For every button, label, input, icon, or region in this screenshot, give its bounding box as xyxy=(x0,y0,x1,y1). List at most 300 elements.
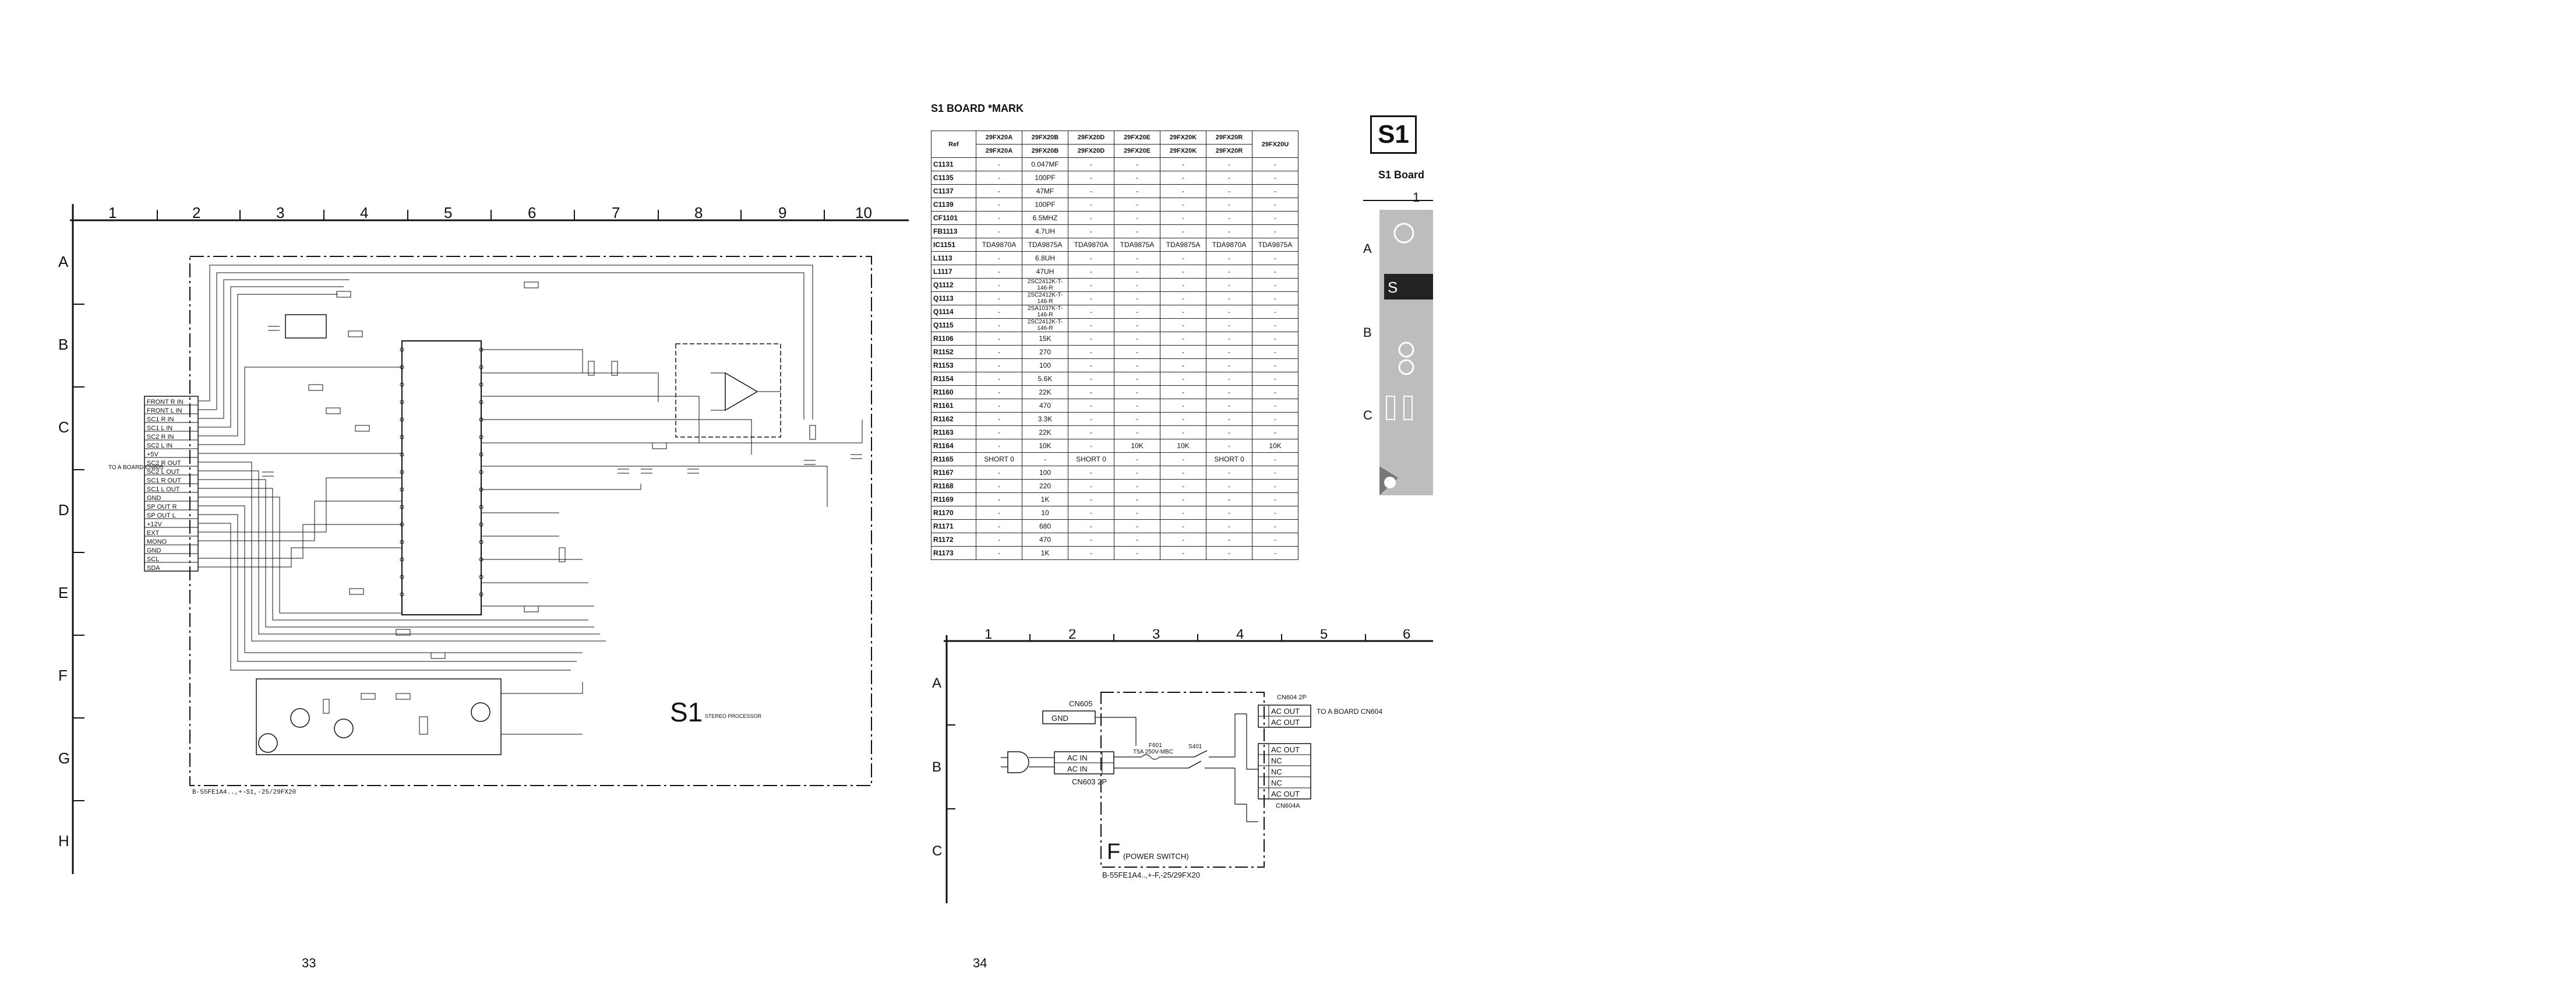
table-cell: - xyxy=(1114,480,1160,493)
connector-pin: +12V xyxy=(147,521,162,528)
table-row xyxy=(931,520,1298,533)
table-cell: - xyxy=(1206,386,1252,399)
table-cell: - xyxy=(976,520,1022,533)
row-label: A xyxy=(58,253,69,270)
connector-pin: GND xyxy=(147,547,161,554)
table-cell: - xyxy=(1160,506,1206,520)
table-cell-ref: R1172 xyxy=(931,533,976,547)
table-cell: - xyxy=(1160,453,1206,466)
table-header: 29FX20D xyxy=(1068,131,1114,145)
table-cell: - xyxy=(976,386,1022,399)
table-cell: - xyxy=(1160,158,1206,171)
table-header: 29FX20B xyxy=(1022,131,1068,145)
table-cell: - xyxy=(1114,346,1160,359)
table-cell: 2SC2412K-T-146-R xyxy=(1022,279,1068,292)
table-cell: - xyxy=(1068,480,1114,493)
table-cell: SHORT 0 xyxy=(1206,453,1252,466)
column-label: 1 xyxy=(108,204,117,221)
table-cell-ref: R1171 xyxy=(931,520,976,533)
table-cell: - xyxy=(1206,171,1252,185)
table-cell: - xyxy=(1160,426,1206,439)
table-cell: - xyxy=(1206,480,1252,493)
table-cell: - xyxy=(976,171,1022,185)
table-cell: - xyxy=(1068,198,1114,212)
table-cell: - xyxy=(1068,225,1114,238)
row-label: G xyxy=(58,749,70,767)
table-row xyxy=(931,399,1298,413)
table-row xyxy=(931,480,1298,493)
table-cell: SHORT 0 xyxy=(1068,453,1114,466)
table-cell: - xyxy=(1206,158,1252,171)
table-cell: - xyxy=(1114,265,1160,279)
table-cell: - xyxy=(1252,399,1298,413)
board-photo xyxy=(1363,192,1433,495)
table-cell: - xyxy=(976,292,1022,305)
column-label: 1 xyxy=(984,629,993,642)
table-cell: 5.6K xyxy=(1022,372,1068,386)
table-cell: - xyxy=(976,279,1022,292)
connector-pin: SP OUT L xyxy=(147,512,176,519)
table-cell: - xyxy=(1160,292,1206,305)
table-cell: 2SC2412K-T-146-R xyxy=(1022,292,1068,305)
connector-pin: SC1 L OUT xyxy=(147,486,180,493)
fuse-value: T5A 250V-MBC xyxy=(1133,749,1173,755)
table-cell-ref: L1113 xyxy=(931,252,976,265)
table-cell: - xyxy=(976,399,1022,413)
table-cell: - xyxy=(976,359,1022,372)
table-cell: - xyxy=(1252,506,1298,520)
table-cell: - xyxy=(1252,533,1298,547)
table-cell: 10K xyxy=(1252,439,1298,453)
table-cell-ref: R1106 xyxy=(931,332,976,346)
board-sublabel: STEREO PROCESSOR xyxy=(705,713,762,719)
f-board-sublabel: (POWER SWITCH) xyxy=(1123,852,1189,861)
table-cell-ref: R1167 xyxy=(931,466,976,480)
table-cell: - xyxy=(1252,279,1298,292)
table-cell: - xyxy=(1252,305,1298,319)
table-cell: - xyxy=(1114,252,1160,265)
table-cell: - xyxy=(1206,533,1252,547)
table-cell: - xyxy=(1160,466,1206,480)
table-cell: - xyxy=(1206,332,1252,346)
table-cell: 100 xyxy=(1022,359,1068,372)
table-cell: - xyxy=(1068,292,1114,305)
f-footer-code: B-55FE1A4..,+-F,-25/29FX20 xyxy=(1102,871,1201,879)
table-cell: - xyxy=(1114,171,1160,185)
table-cell: - xyxy=(1068,346,1114,359)
table-cell: TDA9870A xyxy=(1068,238,1114,252)
table-cell: - xyxy=(1206,399,1252,413)
table-cell: - xyxy=(1114,413,1160,426)
column-label: 6 xyxy=(528,204,537,221)
connector-pin: EXT xyxy=(147,530,160,537)
table-header: 29FX20K xyxy=(1160,145,1206,158)
table-cell: - xyxy=(1206,265,1252,279)
connector-pin: MONO xyxy=(147,538,167,545)
row-label: B xyxy=(58,336,69,353)
connector-pin: SC1 L IN xyxy=(147,425,173,432)
table-cell: - xyxy=(976,225,1022,238)
connector-title: TO A BOARD CN605 xyxy=(108,464,164,471)
table-cell: - xyxy=(1252,171,1298,185)
connector-pin: FRONT R IN xyxy=(147,399,184,406)
page-number-right: 34 xyxy=(973,956,987,970)
table-cell: - xyxy=(976,506,1022,520)
cn604-pin: AC OUT xyxy=(1271,707,1300,716)
table-cell: - xyxy=(1252,493,1298,506)
connector-pin: SP OUT R xyxy=(147,503,177,510)
table-cell: - xyxy=(1068,185,1114,198)
column-label: 2 xyxy=(192,204,201,221)
table-cell: - xyxy=(1114,399,1160,413)
table-cell: - xyxy=(1252,413,1298,426)
table-cell: - xyxy=(976,480,1022,493)
table-row xyxy=(931,453,1298,466)
table-cell: 4.7UH xyxy=(1022,225,1068,238)
table-cell: - xyxy=(1160,480,1206,493)
table-cell: - xyxy=(1068,413,1114,426)
cn604a-pin: NC xyxy=(1271,767,1282,776)
table-cell-ref: Q1112 xyxy=(931,279,976,292)
column-label: 5 xyxy=(1320,629,1328,642)
table-cell: - xyxy=(1252,292,1298,305)
table-cell: TDA9875A xyxy=(1160,238,1206,252)
table-row xyxy=(931,185,1298,198)
column-label: 4 xyxy=(360,204,369,221)
table-cell: - xyxy=(1206,439,1252,453)
table-cell: 680 xyxy=(1022,520,1068,533)
table-cell: - xyxy=(1160,319,1206,332)
table-cell: - xyxy=(1114,319,1160,332)
side-row-label: A xyxy=(1363,241,1372,256)
table-cell: - xyxy=(1068,520,1114,533)
table-cell: - xyxy=(1114,225,1160,238)
table-cell: - xyxy=(1206,319,1252,332)
table-cell: - xyxy=(1252,480,1298,493)
table-cell-ref: R1165 xyxy=(931,453,976,466)
table-row xyxy=(931,426,1298,439)
table-cell-ref: Q1113 xyxy=(931,292,976,305)
table-row xyxy=(931,279,1298,292)
column-label: 2 xyxy=(1068,629,1077,642)
table-cell: TDA9875A xyxy=(1252,238,1298,252)
table-cell: - xyxy=(976,413,1022,426)
cn605-label: CN605 xyxy=(1069,699,1093,708)
s1-schematic xyxy=(0,0,909,986)
table-cell: - xyxy=(1068,212,1114,225)
table-cell: 10 xyxy=(1022,506,1068,520)
column-label: 3 xyxy=(1152,629,1160,642)
table-cell: 100PF xyxy=(1022,198,1068,212)
table-cell: 15K xyxy=(1022,332,1068,346)
table-cell: 0.047MF xyxy=(1022,158,1068,171)
table-cell: 100 xyxy=(1022,466,1068,480)
table-cell: 2SC2412K-T-146-R xyxy=(1022,319,1068,332)
connector-pin: SC2 L OUT xyxy=(147,469,180,476)
table-cell: - xyxy=(1068,319,1114,332)
table-cell-ref: IC1151 xyxy=(931,238,976,252)
table-cell: - xyxy=(1114,426,1160,439)
table-row xyxy=(931,252,1298,265)
table-row xyxy=(931,212,1298,225)
table-cell: - xyxy=(1206,547,1252,560)
table-cell: - xyxy=(1206,493,1252,506)
connector-pin: +5V xyxy=(147,451,158,458)
table-cell: - xyxy=(1114,506,1160,520)
table-cell: - xyxy=(976,185,1022,198)
board-label: S1 xyxy=(670,697,703,727)
table-cell-ref: CF1101 xyxy=(931,212,976,225)
table-header: 29FX20U xyxy=(1252,131,1298,158)
table-cell: - xyxy=(1252,198,1298,212)
connector-pin: SCL xyxy=(147,556,160,563)
table-cell: - xyxy=(976,198,1022,212)
column-label: 10 xyxy=(855,204,872,221)
table-cell: - xyxy=(1160,386,1206,399)
table-cell: 10K xyxy=(1114,439,1160,453)
table-cell: - xyxy=(1114,332,1160,346)
table-cell: - xyxy=(976,265,1022,279)
row-label: H xyxy=(58,832,69,850)
row-label: A xyxy=(932,675,942,691)
table-cell: - xyxy=(1252,346,1298,359)
row-label: B xyxy=(932,759,942,775)
table-cell: - xyxy=(1206,520,1252,533)
table-cell: - xyxy=(1206,372,1252,386)
table-cell: - xyxy=(1160,265,1206,279)
table-cell: - xyxy=(976,212,1022,225)
switch-label: S401 xyxy=(1188,744,1202,750)
table-cell: 470 xyxy=(1022,533,1068,547)
table-cell: 22K xyxy=(1022,426,1068,439)
side-row-label: B xyxy=(1363,325,1372,340)
side-column-label: 1 xyxy=(1413,190,1420,205)
table-cell: 6.5MHZ xyxy=(1022,212,1068,225)
connector-pin: GND xyxy=(147,495,161,502)
table-cell: - xyxy=(1114,547,1160,560)
table-cell: 47UH xyxy=(1022,265,1068,279)
cn604a-pin: NC xyxy=(1271,756,1282,765)
row-label: E xyxy=(58,584,69,601)
table-header: 29FX20R xyxy=(1206,131,1252,145)
s1-box: S1 xyxy=(1370,115,1417,154)
table-cell: 6.8UH xyxy=(1022,252,1068,265)
column-label: 9 xyxy=(778,204,787,221)
table-header: 29FX20K xyxy=(1160,131,1206,145)
table-row xyxy=(931,319,1298,332)
table-cell: - xyxy=(1114,212,1160,225)
cn604a-pin: AC OUT xyxy=(1271,745,1300,754)
table-cell-ref: FB1113 xyxy=(931,225,976,238)
table-cell: - xyxy=(1068,386,1114,399)
table-row xyxy=(931,305,1298,319)
table-cell: - xyxy=(1160,252,1206,265)
table-cell: - xyxy=(1252,520,1298,533)
connector-pin: SC2 R IN xyxy=(147,434,174,441)
table-row xyxy=(931,493,1298,506)
table-cell: TDA9875A xyxy=(1022,238,1068,252)
table-cell-ref: R1170 xyxy=(931,506,976,520)
table-cell: - xyxy=(1114,386,1160,399)
row-label: C xyxy=(58,418,69,436)
table-cell: 220 xyxy=(1022,480,1068,493)
table-row xyxy=(931,506,1298,520)
table-cell: - xyxy=(1160,547,1206,560)
table-cell: - xyxy=(1114,453,1160,466)
table-cell-ref: C1137 xyxy=(931,185,976,198)
table-cell: - xyxy=(1206,346,1252,359)
table-cell-ref: R1173 xyxy=(931,547,976,560)
ac-in-pin: AC IN xyxy=(1067,753,1088,762)
column-label: 4 xyxy=(1236,629,1244,642)
table-cell: - xyxy=(1068,466,1114,480)
cn604a-pin: NC xyxy=(1271,779,1282,787)
table-cell: - xyxy=(1114,158,1160,171)
connector-pin: SC2 L IN xyxy=(147,442,173,449)
table-cell: - xyxy=(976,158,1022,171)
table-header: 29FX20A xyxy=(976,131,1022,145)
row-label: F xyxy=(58,667,68,684)
table-row xyxy=(931,265,1298,279)
table-cell: - xyxy=(1114,292,1160,305)
to-a-board: TO A BOARD CN604 xyxy=(1317,707,1383,716)
table-cell-ref: R1153 xyxy=(931,359,976,372)
table-cell: - xyxy=(1068,359,1114,372)
table-cell: - xyxy=(1068,158,1114,171)
table-cell: - xyxy=(1160,279,1206,292)
svg-text:S: S xyxy=(1388,279,1398,296)
table-cell-ref: R1168 xyxy=(931,480,976,493)
column-label: 6 xyxy=(1403,629,1411,642)
side-row-label: C xyxy=(1363,408,1372,422)
table-header: 29FX20D xyxy=(1068,145,1114,158)
table-cell: - xyxy=(1160,198,1206,212)
table-cell: 10K xyxy=(1160,439,1206,453)
table-cell: - xyxy=(1252,386,1298,399)
table-cell: - xyxy=(976,305,1022,319)
table-cell-ref: Q1114 xyxy=(931,305,976,319)
connector-pin: SC1 R OUT xyxy=(147,477,181,484)
table-cell: - xyxy=(1252,332,1298,346)
table-cell-ref: L1117 xyxy=(931,265,976,279)
table-cell: - xyxy=(1206,185,1252,198)
table-row xyxy=(931,466,1298,480)
table-cell: - xyxy=(1206,198,1252,212)
cn604a-pin: AC OUT xyxy=(1271,790,1300,798)
table-cell: - xyxy=(1252,372,1298,386)
table-cell: 1K xyxy=(1022,547,1068,560)
table-cell: - xyxy=(1252,453,1298,466)
table-cell: - xyxy=(1206,359,1252,372)
table-cell: 10K xyxy=(1022,439,1068,453)
table-cell: - xyxy=(1114,305,1160,319)
table-cell: - xyxy=(1114,359,1160,372)
page-number-left: 33 xyxy=(302,956,316,970)
f-board-label: F xyxy=(1107,840,1121,864)
fuse-label: F601 xyxy=(1149,742,1162,749)
table-cell: - xyxy=(1068,506,1114,520)
table-cell-ref: R1152 xyxy=(931,346,976,359)
table-cell: SHORT 0 xyxy=(976,453,1022,466)
cn604-pin: AC OUT xyxy=(1271,718,1300,727)
connector-pin: SC1 R IN xyxy=(147,416,174,423)
table-cell: - xyxy=(1252,426,1298,439)
table-row xyxy=(931,533,1298,547)
table-cell: TDA9870A xyxy=(976,238,1022,252)
f-schematic xyxy=(932,629,1433,944)
table-cell-ref: C1131 xyxy=(931,158,976,171)
table-cell: - xyxy=(1114,466,1160,480)
table-cell: - xyxy=(1160,212,1206,225)
table-cell: - xyxy=(1252,225,1298,238)
table-row xyxy=(931,198,1298,212)
table-cell: - xyxy=(1068,252,1114,265)
table-cell: - xyxy=(1068,493,1114,506)
table-row xyxy=(931,238,1298,252)
table-cell: - xyxy=(1022,453,1068,466)
table-cell-ref: R1160 xyxy=(931,386,976,399)
table-cell: 100PF xyxy=(1022,171,1068,185)
table-header: 29FX20B xyxy=(1022,145,1068,158)
table-cell: - xyxy=(1160,493,1206,506)
table-cell: - xyxy=(1160,413,1206,426)
table-row xyxy=(931,171,1298,185)
table-cell: - xyxy=(1160,225,1206,238)
table-cell: - xyxy=(1160,185,1206,198)
table-cell: - xyxy=(976,547,1022,560)
table-cell: TDA9870A xyxy=(1206,238,1252,252)
connector-pin: SC2 R OUT xyxy=(147,460,181,467)
table-cell: - xyxy=(1068,547,1114,560)
table-cell: - xyxy=(976,332,1022,346)
table-cell: - xyxy=(1114,372,1160,386)
table-row xyxy=(931,158,1298,171)
footer-code: B-55FE1A4..,+-S1,-25/29FX20 xyxy=(192,789,297,796)
table-cell: - xyxy=(1068,426,1114,439)
cn604a-label: CN604A xyxy=(1276,802,1300,809)
connector-pin: FRONT L IN xyxy=(147,407,182,414)
table-row xyxy=(931,332,1298,346)
table-cell: - xyxy=(976,533,1022,547)
table-cell: - xyxy=(1206,252,1252,265)
table-cell: 470 xyxy=(1022,399,1068,413)
table-cell: - xyxy=(1206,279,1252,292)
table-cell: - xyxy=(976,493,1022,506)
row-label: D xyxy=(58,501,69,519)
table-cell-ref: R1164 xyxy=(931,439,976,453)
table-cell: - xyxy=(1114,520,1160,533)
column-label: 3 xyxy=(276,204,285,221)
table-header: 29FX20A xyxy=(976,145,1022,158)
table-cell-ref: C1135 xyxy=(931,171,976,185)
table-row xyxy=(931,359,1298,372)
table-cell: - xyxy=(1114,185,1160,198)
table-cell: - xyxy=(1160,520,1206,533)
table-cell: - xyxy=(1068,372,1114,386)
table-header: 29FX20E xyxy=(1114,131,1160,145)
table-cell: - xyxy=(1206,225,1252,238)
column-label: 8 xyxy=(694,204,703,221)
table-cell: - xyxy=(1160,399,1206,413)
table-cell: 3.3K xyxy=(1022,413,1068,426)
table-row xyxy=(931,346,1298,359)
table-cell: - xyxy=(1160,332,1206,346)
table-row xyxy=(931,372,1298,386)
table-row xyxy=(931,386,1298,399)
table-cell: - xyxy=(976,252,1022,265)
table-cell: - xyxy=(1252,212,1298,225)
table-cell: - xyxy=(1114,493,1160,506)
